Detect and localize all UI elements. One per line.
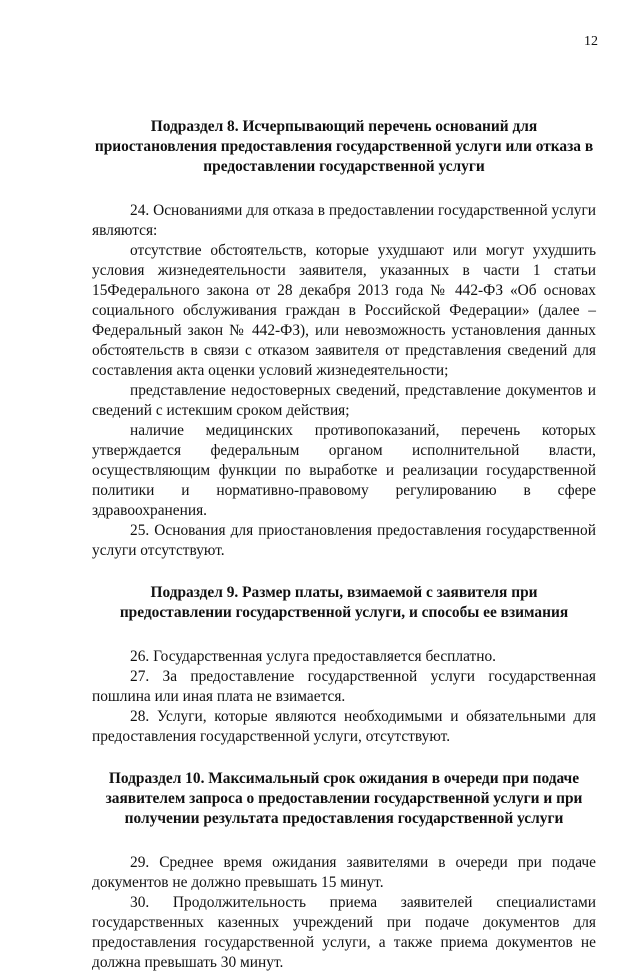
section-heading-8-line-2: приостановления предоставления государственной услуги или отказа в xyxy=(94,138,594,155)
section-heading-8-line-1: Подраздел 8. Исчерпывающий перечень оснований для xyxy=(150,118,538,135)
paragraph-24-reason-1: отсутствие обстоятельств, которые ухудшают или могут ухудшить условия жизнедеятельности заявителя, указанных в части 1 статьи 15Федерального закона от 28 декабря 2013 года № 442-ФЗ «Об основах социального обслуживания граждан в Российской Федерации» (далее – Федеральный закон № 442-ФЗ), или невозможность установления данных обстоятельств в связи с отказом заявителя от представления сведений для составления акта оценки условий жизнедеятельности; xyxy=(92,242,596,379)
section-heading-8-line-3: предоставлении государственной услуги xyxy=(203,158,485,175)
document-body xyxy=(92,117,596,973)
paragraph-24: 24. Основаниями для отказа в предоставлении государственной услуги являются: xyxy=(92,202,597,239)
section-8 xyxy=(92,117,596,561)
section-heading-9-line-1: Подраздел 9. Размер платы, взимаемой с заявителя при xyxy=(150,584,538,601)
paragraph-30: 30. Продолжительность приема заявителей специалистами государственных казенных учреждений при подаче документов для предоставления государственной услуги, а также приема документов не должна превышать 30 минут. xyxy=(92,894,596,971)
section-heading-10-line-2: заявителем запроса о предоставлении государственной услуги и при xyxy=(105,790,583,807)
paragraph-28: 28. Услуги, которые являются необходимыми и обязательными для предоставления государственной услуги, отсутствуют. xyxy=(92,708,596,745)
paragraph-24-reason-3: наличие медицинских противопоказаний, перечень которых утверждается федеральным органом исполнительной власти, осуществляющим функции по выработке и реализации государственной политики и нормативно-правовому регулированию в сфере здравоохранения. xyxy=(92,422,596,519)
section-10 xyxy=(92,769,596,973)
paragraph-25: 25. Основания для приостановления предоставления государственной услуги отсутствуют. xyxy=(92,522,596,559)
section-9 xyxy=(92,583,596,747)
paragraph-24-reason-2: представление недостоверных сведений, представление документов и сведений с истекшим сроком действия; xyxy=(92,382,596,419)
paragraph-26: 26. Государственная услуга предоставляется бесплатно. xyxy=(130,648,497,665)
paragraph-29: 29. Среднее время ожидания заявителями в очереди при подаче документов не должно превышать 15 минут. xyxy=(92,854,596,891)
page-number: 12 xyxy=(584,34,598,49)
section-heading-9-line-2: предоставлении государственной услуги, и способы ее взимания xyxy=(119,604,569,621)
section-heading-10-line-1: Подраздел 10. Максимальный срок ожидания в очереди при подаче xyxy=(108,770,580,787)
paragraph-27: 27. За предоставление государственной услуги государственная пошлина или иная плата не взимается. xyxy=(92,668,596,705)
section-heading-10-line-3: получении результата предоставления государственной услуги xyxy=(124,810,564,827)
